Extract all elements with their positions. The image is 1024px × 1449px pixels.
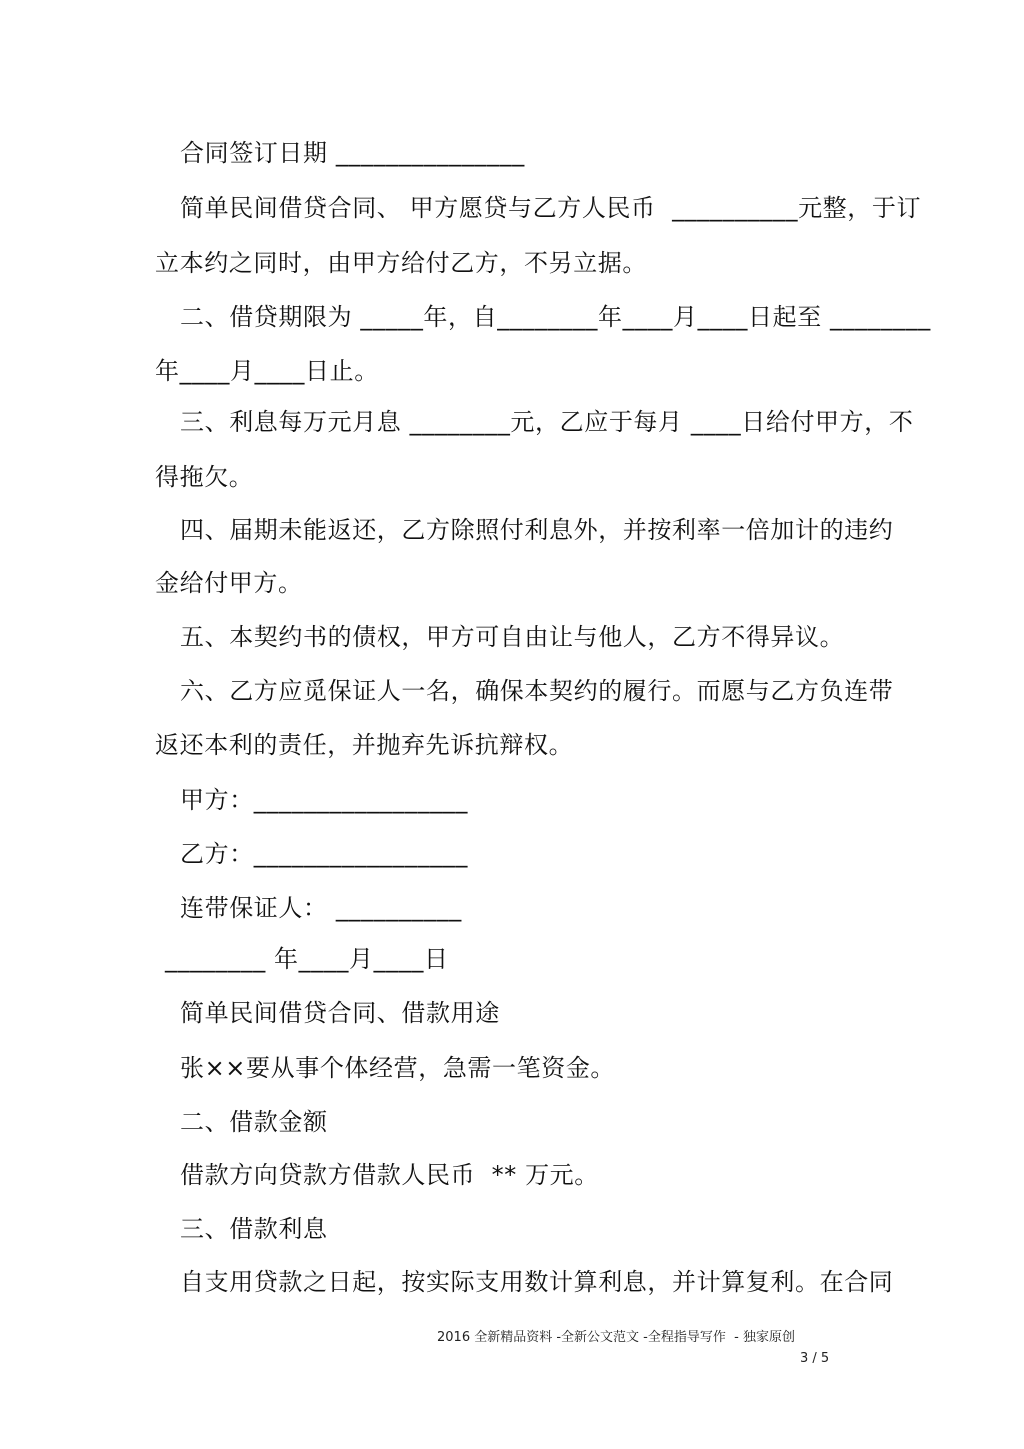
loan-term-line-cont: 年____月____日止。 <box>155 357 379 385</box>
loan-purpose-heading: 简单民间借贷合同、借款用途 <box>180 999 500 1027</box>
default-clause-line-cont: 金给付甲方。 <box>155 569 303 597</box>
default-clause-line: 四、届期未能返还，乙方除照付利息外，并按利率一倍加计的违约 <box>180 516 894 544</box>
signature-date: ________ 年____月____日 <box>165 945 449 973</box>
interest-line-cont: 得拖欠。 <box>155 463 254 491</box>
guarantor-signature: 连带保证人： __________ <box>180 894 462 922</box>
guarantor-clause-line-cont: 返还本利的责任，并抛弃先诉抗辩权。 <box>155 731 574 759</box>
transfer-clause-line: 五、本契约书的债权，甲方可自由让与他人，乙方不得异议。 <box>180 623 845 651</box>
signing-date-line: 合同签订日期 _______________ <box>180 139 525 167</box>
loan-amount-text: 借款方向贷款方借款人民币 ** 万元。 <box>180 1161 599 1189</box>
guarantor-clause-line: 六、乙方应觅保证人一名，确保本契约的履行。而愿与乙方负连带 <box>180 677 894 705</box>
loan-amount-heading: 二、借款金额 <box>180 1108 328 1136</box>
loan-term-line: 二、借贷期限为 _____年，自________年____月____日起至 ________ <box>180 303 931 331</box>
footer-note: 2016 全新精品资料 -全新公文范文 -全程指导写作 - 独家原创 <box>437 1330 795 1345</box>
loan-interest-text: 自支用贷款之日起，按实际支用数计算利息，并计算复利。在合同 <box>180 1268 894 1296</box>
loan-amount-line: 简单民间借贷合同、 甲方愿贷与乙方人民币 __________元整，于订 <box>180 194 922 222</box>
interest-line: 三、利息每万元月息 ________元，乙应于每月 ____日给付甲方，不 <box>180 408 914 436</box>
party-b-signature: 乙方：_________________ <box>180 840 468 868</box>
loan-interest-heading: 三、借款利息 <box>180 1215 328 1243</box>
loan-purpose-text: 张××要从事个体经营，急需一笔资金。 <box>180 1054 616 1082</box>
page-number: 3 / 5 <box>800 1351 830 1366</box>
loan-amount-line-cont: 立本约之同时，由甲方给付乙方，不另立据。 <box>155 249 647 277</box>
party-a-signature: 甲方：_________________ <box>180 786 468 814</box>
